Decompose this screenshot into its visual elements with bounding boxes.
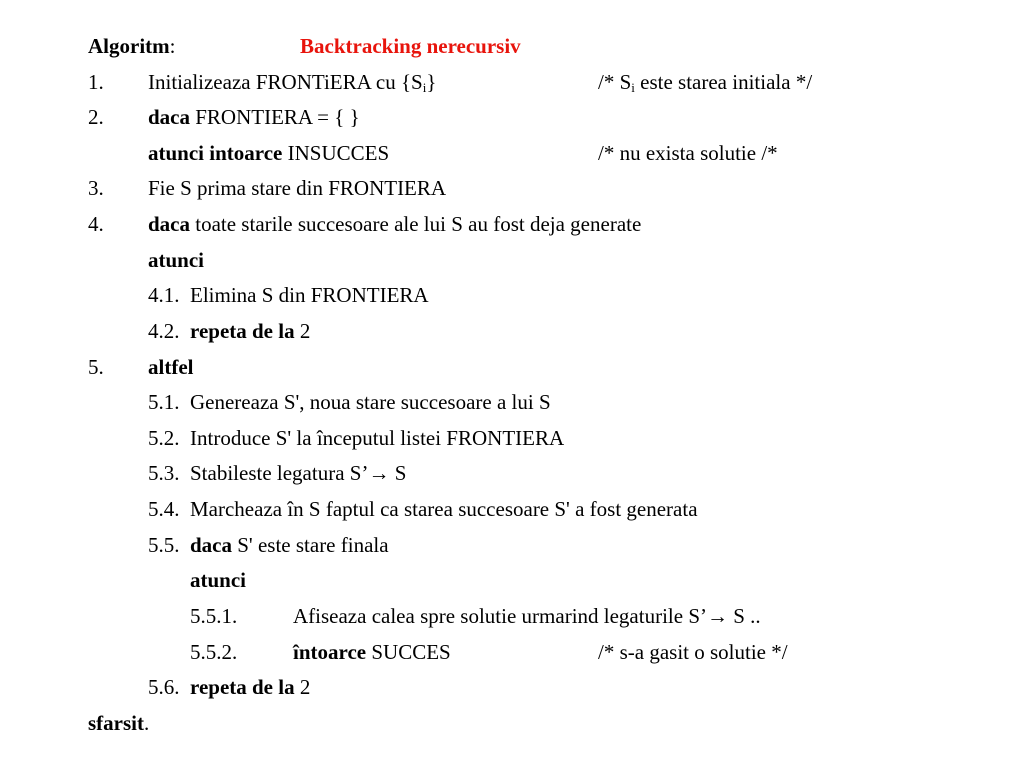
step-5-5-1	[0, 601, 1024, 631]
step-comment: /* nu exista solutie /*	[598, 141, 778, 165]
step-text: daca toate starile succesoare ale lui S au fost deja generate	[148, 212, 642, 236]
algorithm-end	[0, 708, 1024, 738]
step-text: daca FRONTIERA = { }	[148, 105, 360, 129]
step-comment: /* $S_i$ este starea initiala */	[598, 70, 813, 95]
step-text: Genereaza S', noua stare succesoare a lui S	[190, 390, 551, 414]
step-text: daca S' este stare finala	[190, 533, 389, 557]
step-1	[0, 67, 1024, 97]
step-comment: /* s-a gasit o solutie */	[598, 640, 788, 664]
step-5	[0, 352, 1024, 382]
step-5-4	[0, 494, 1024, 524]
step-text: repeta de la 2	[190, 319, 311, 343]
step-text: Marcheaza în S faptul ca starea succesoare S' a fost generata	[190, 497, 698, 521]
step-number: 5.3.	[148, 461, 180, 485]
step-number: 5.5.2.	[190, 640, 238, 664]
step-5-5	[0, 530, 1024, 560]
step-number: 2.	[88, 105, 104, 129]
step-text: întoarce SUCCES	[293, 640, 451, 664]
algorithm-header	[0, 31, 1024, 61]
algorithm-label: Algoritm:	[88, 34, 176, 58]
step-text: Initializeaza FRONTiERA cu $\{S_i\}$	[148, 70, 437, 95]
step-text: repeta de la 2	[190, 675, 311, 699]
step-number: 5.4.	[148, 497, 180, 521]
end-keyword: sfarsit.	[88, 711, 150, 735]
step-5-5-2	[0, 637, 1024, 667]
step-5-6	[0, 672, 1024, 702]
step-5-2	[0, 423, 1024, 453]
step-text: Elimina S din FRONTIERA	[190, 283, 429, 307]
step-4	[0, 209, 1024, 239]
step-4-then	[0, 245, 1024, 275]
step-5-3	[0, 458, 1024, 488]
step-3	[0, 173, 1024, 203]
algorithm-title: Backtracking nerecursiv	[300, 34, 521, 58]
step-number: 5.5.1.	[190, 604, 238, 628]
step-text: Fie S prima stare din FRONTIERA	[148, 176, 447, 200]
step-number: 1.	[88, 70, 104, 94]
step-number: 5.1.	[148, 390, 180, 414]
step-text: Introduce S' la începutul listei FRONTIERA	[190, 426, 565, 450]
step-5-1	[0, 387, 1024, 417]
step-number: 4.1.	[148, 283, 180, 307]
step-text: Stabileste legatura S’→ S	[190, 461, 407, 485]
step-2	[0, 102, 1024, 132]
step-4-2	[0, 316, 1024, 346]
step-number: 5.6.	[148, 675, 180, 699]
step-4-1	[0, 280, 1024, 310]
step-number: 4.	[88, 212, 104, 236]
step-number: 3.	[88, 176, 104, 200]
step-keyword: atunci	[148, 248, 205, 272]
step-keyword: atunci	[190, 568, 247, 592]
step-number: 5.2.	[148, 426, 180, 450]
step-keyword: altfel	[148, 355, 194, 379]
step-number: 5.	[88, 355, 104, 379]
step-text: Afiseaza calea spre solutie urmarind legaturile S’→ S ..	[293, 604, 761, 628]
step-5-5-then	[0, 565, 1024, 595]
step-2-then	[0, 138, 1024, 168]
step-text: atunci intoarce INSUCCES	[148, 141, 390, 165]
step-number: 4.2.	[148, 319, 180, 343]
step-number: 5.5.	[148, 533, 180, 557]
